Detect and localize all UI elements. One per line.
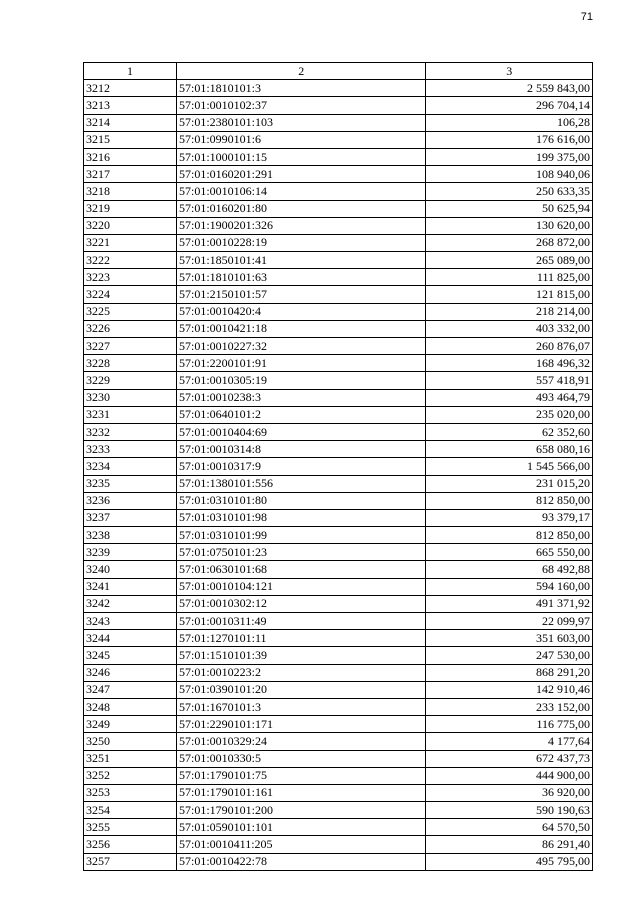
table-row: [84, 630, 593, 647]
value-cell: 665 550,00: [426, 544, 593, 561]
value-cell: 1 545 566,00: [426, 458, 593, 475]
table-row: [84, 475, 593, 492]
table-row: [84, 200, 593, 217]
cadastral-number-cell: 57:01:0010420:4: [177, 303, 426, 320]
cadastral-number-cell: 57:01:1380101:556: [177, 475, 426, 492]
cadastral-number-cell: 57:01:1790101:200: [177, 802, 426, 819]
value-cell: 590 190,63: [426, 802, 593, 819]
row-number-cell: 3225: [84, 303, 177, 320]
row-number-cell: 3251: [84, 750, 177, 767]
value-cell: 351 603,00: [426, 630, 593, 647]
table-row: [84, 441, 593, 458]
value-cell: 218 214,00: [426, 303, 593, 320]
cadastral-number-cell: 57:01:0010330:5: [177, 750, 426, 767]
row-number-cell: 3213: [84, 97, 177, 114]
table-row: [84, 595, 593, 612]
row-number-cell: 3255: [84, 819, 177, 836]
cadastral-number-cell: 57:01:0640101:2: [177, 406, 426, 423]
value-cell: 168 496,32: [426, 355, 593, 372]
value-cell: 444 900,00: [426, 767, 593, 784]
table-row: [84, 166, 593, 183]
value-cell: 4 177,64: [426, 733, 593, 750]
table-row: [84, 148, 593, 165]
cadastral-number-cell: 57:01:0010404:69: [177, 423, 426, 440]
row-number-cell: 3247: [84, 681, 177, 698]
page-number: 71: [580, 11, 593, 23]
row-number-cell: 3221: [84, 234, 177, 251]
row-number-cell: 3246: [84, 664, 177, 681]
cadastral-number-cell: 57:01:1270101:11: [177, 630, 426, 647]
table-row: [84, 131, 593, 148]
row-number-cell: 3242: [84, 595, 177, 612]
table-row: [84, 527, 593, 544]
cadastral-number-cell: 57:01:2380101:103: [177, 114, 426, 131]
table-row: [84, 217, 593, 234]
row-number-cell: 3248: [84, 698, 177, 715]
row-number-cell: 3228: [84, 355, 177, 372]
value-cell: 22 099,97: [426, 613, 593, 630]
value-cell: 93 379,17: [426, 509, 593, 526]
row-number-cell: 3245: [84, 647, 177, 664]
row-number-cell: 3241: [84, 578, 177, 595]
row-number-cell: 3214: [84, 114, 177, 131]
cadastral-number-cell: 57:01:0010311:49: [177, 613, 426, 630]
row-number-cell: 3250: [84, 733, 177, 750]
cadastral-number-cell: 57:01:0390101:20: [177, 681, 426, 698]
value-cell: 86 291,40: [426, 836, 593, 853]
cadastral-number-cell: 57:01:1850101:41: [177, 252, 426, 269]
value-cell: 233 152,00: [426, 698, 593, 715]
value-cell: 111 825,00: [426, 269, 593, 286]
row-number-cell: 3226: [84, 320, 177, 337]
cadastral-number-cell: 57:01:0310101:80: [177, 492, 426, 509]
row-number-cell: 3254: [84, 802, 177, 819]
cadastral-number-cell: 57:01:0160201:291: [177, 166, 426, 183]
cadastral-number-cell: 57:01:1790101:161: [177, 784, 426, 801]
value-cell: 199 375,00: [426, 148, 593, 165]
row-number-cell: 3243: [84, 613, 177, 630]
table-row: [84, 286, 593, 303]
value-cell: 247 530,00: [426, 647, 593, 664]
value-cell: 108 940,06: [426, 166, 593, 183]
value-cell: 121 815,00: [426, 286, 593, 303]
table-row: [84, 784, 593, 801]
column-header-3: 3: [426, 63, 593, 80]
row-number-cell: 3256: [84, 836, 177, 853]
cadastral-number-cell: 57:01:0010228:19: [177, 234, 426, 251]
cadastral-number-cell: 57:01:1000101:15: [177, 148, 426, 165]
cadastral-number-cell: 57:01:0010302:12: [177, 595, 426, 612]
table-row: [84, 544, 593, 561]
table-row: [84, 114, 593, 131]
row-number-cell: 3212: [84, 80, 177, 97]
cadastral-number-cell: 57:01:1670101:3: [177, 698, 426, 715]
value-cell: 491 371,92: [426, 595, 593, 612]
row-number-cell: 3233: [84, 441, 177, 458]
value-cell: 50 625,94: [426, 200, 593, 217]
value-cell: 557 418,91: [426, 372, 593, 389]
row-number-cell: 3216: [84, 148, 177, 165]
value-cell: 68 492,88: [426, 561, 593, 578]
row-number-cell: 3234: [84, 458, 177, 475]
cadastral-number-cell: 57:01:1790101:75: [177, 767, 426, 784]
table-row: [84, 733, 593, 750]
value-cell: 116 775,00: [426, 716, 593, 733]
table-row: [84, 716, 593, 733]
table-row: [84, 750, 593, 767]
row-number-cell: 3217: [84, 166, 177, 183]
row-number-cell: 3231: [84, 406, 177, 423]
row-number-cell: 3218: [84, 183, 177, 200]
cadastral-number-cell: 57:01:0160201:80: [177, 200, 426, 217]
row-number-cell: 3257: [84, 853, 177, 870]
cadastral-number-cell: 57:01:2150101:57: [177, 286, 426, 303]
table-row: [84, 681, 593, 698]
table-row: [84, 578, 593, 595]
row-number-cell: 3223: [84, 269, 177, 286]
table-row: [84, 372, 593, 389]
value-cell: 2 559 843,00: [426, 80, 593, 97]
row-number-cell: 3252: [84, 767, 177, 784]
table-row: [84, 664, 593, 681]
cadastral-number-cell: 57:01:0750101:23: [177, 544, 426, 561]
row-number-cell: 3232: [84, 423, 177, 440]
table-row: [84, 183, 593, 200]
table-row: [84, 269, 593, 286]
table-row: [84, 767, 593, 784]
value-cell: 106,28: [426, 114, 593, 131]
row-number-cell: 3253: [84, 784, 177, 801]
cadastral-number-cell: 57:01:0010106:14: [177, 183, 426, 200]
cadastral-number-cell: 57:01:0310101:99: [177, 527, 426, 544]
cadastral-number-cell: 57:01:0010102:37: [177, 97, 426, 114]
row-number-cell: 3224: [84, 286, 177, 303]
table-row: [84, 80, 593, 97]
table-row: [84, 355, 593, 372]
row-number-cell: 3238: [84, 527, 177, 544]
cadastral-number-cell: 57:01:1900201:326: [177, 217, 426, 234]
cadastral-number-cell: 57:01:1810101:63: [177, 269, 426, 286]
cadastral-number-cell: 57:01:1510101:39: [177, 647, 426, 664]
table-row: [84, 836, 593, 853]
value-cell: 812 850,00: [426, 492, 593, 509]
row-number-cell: 3227: [84, 338, 177, 355]
value-cell: 231 015,20: [426, 475, 593, 492]
row-number-cell: 3235: [84, 475, 177, 492]
value-cell: 250 633,35: [426, 183, 593, 200]
table-row: [84, 509, 593, 526]
value-cell: 142 910,46: [426, 681, 593, 698]
value-cell: 265 089,00: [426, 252, 593, 269]
value-cell: 594 160,00: [426, 578, 593, 595]
row-number-cell: 3244: [84, 630, 177, 647]
value-cell: 64 570,50: [426, 819, 593, 836]
table-row: [84, 320, 593, 337]
cadastral-number-cell: 57:01:0010317:9: [177, 458, 426, 475]
table-row: [84, 647, 593, 664]
value-cell: 495 795,00: [426, 853, 593, 870]
table-row: [84, 97, 593, 114]
table-row: [84, 853, 593, 870]
value-cell: 235 020,00: [426, 406, 593, 423]
cadastral-number-cell: 57:01:0010314:8: [177, 441, 426, 458]
value-cell: 296 704,14: [426, 97, 593, 114]
row-number-cell: 3219: [84, 200, 177, 217]
value-cell: 672 437,73: [426, 750, 593, 767]
table-row: [84, 492, 593, 509]
value-cell: 868 291,20: [426, 664, 593, 681]
cadastral-number-cell: 57:01:0010238:3: [177, 389, 426, 406]
row-number-cell: 3237: [84, 509, 177, 526]
cadastral-number-cell: 57:01:0010329:24: [177, 733, 426, 750]
row-number-cell: 3222: [84, 252, 177, 269]
registry-table: [83, 62, 593, 871]
cadastral-number-cell: 57:01:1810101:3: [177, 80, 426, 97]
table-row: [84, 389, 593, 406]
value-cell: 268 872,00: [426, 234, 593, 251]
cadastral-number-cell: 57:01:0010421:18: [177, 320, 426, 337]
table-row: [84, 613, 593, 630]
value-cell: 403 332,00: [426, 320, 593, 337]
value-cell: 130 620,00: [426, 217, 593, 234]
value-cell: 62 352,60: [426, 423, 593, 440]
row-number-cell: 3229: [84, 372, 177, 389]
cadastral-number-cell: 57:01:0010104:121: [177, 578, 426, 595]
cadastral-number-cell: 57:01:0010227:32: [177, 338, 426, 355]
value-cell: 176 616,00: [426, 131, 593, 148]
row-number-cell: 3239: [84, 544, 177, 561]
row-number-cell: 3249: [84, 716, 177, 733]
cadastral-number-cell: 57:01:2290101:171: [177, 716, 426, 733]
cadastral-number-cell: 57:01:2200101:91: [177, 355, 426, 372]
table-row: [84, 406, 593, 423]
row-number-cell: 3230: [84, 389, 177, 406]
table-row: [84, 252, 593, 269]
row-number-cell: 3215: [84, 131, 177, 148]
value-cell: 36 920,00: [426, 784, 593, 801]
table-row: [84, 802, 593, 819]
value-cell: 812 850,00: [426, 527, 593, 544]
row-number-cell: 3220: [84, 217, 177, 234]
table-header-row: [84, 63, 593, 80]
cadastral-number-cell: 57:01:0310101:98: [177, 509, 426, 526]
value-cell: 260 876,07: [426, 338, 593, 355]
value-cell: 493 464,79: [426, 389, 593, 406]
table-row: [84, 561, 593, 578]
table-row: [84, 338, 593, 355]
cadastral-number-cell: 57:01:0590101:101: [177, 819, 426, 836]
table-row: [84, 819, 593, 836]
row-number-cell: 3240: [84, 561, 177, 578]
cadastral-number-cell: 57:01:0010305:19: [177, 372, 426, 389]
table-row: [84, 303, 593, 320]
table-row: [84, 423, 593, 440]
value-cell: 658 080,16: [426, 441, 593, 458]
cadastral-number-cell: 57:01:0010223:2: [177, 664, 426, 681]
cadastral-number-cell: 57:01:0010422:78: [177, 853, 426, 870]
column-header-1: 1: [84, 63, 177, 80]
cadastral-number-cell: 57:01:0010411:205: [177, 836, 426, 853]
row-number-cell: 3236: [84, 492, 177, 509]
table-row: [84, 698, 593, 715]
cadastral-number-cell: 57:01:0630101:68: [177, 561, 426, 578]
table-body: [84, 80, 593, 871]
cadastral-number-cell: 57:01:0990101:6: [177, 131, 426, 148]
table-row: [84, 458, 593, 475]
column-header-2: 2: [177, 63, 426, 80]
table-row: [84, 234, 593, 251]
